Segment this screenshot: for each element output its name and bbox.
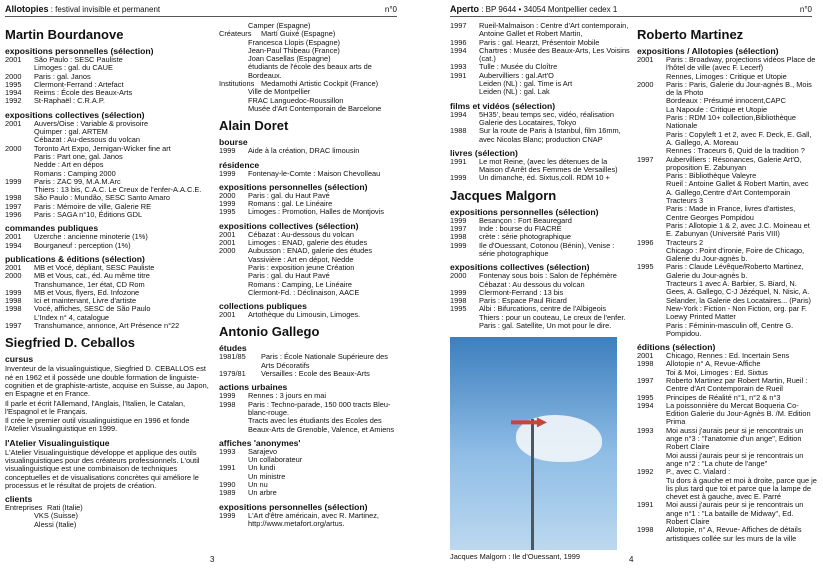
section-heading: expositions personnelles (sélection) (219, 501, 368, 512)
section-heading: éditions (sélection) (637, 342, 716, 353)
entry-year: 1979/81 (219, 369, 246, 379)
entry-year: 2001 (5, 118, 22, 128)
entry-text: La poissonnière du Mercat Boqueria Co-Edition Galerie du Jour-Agnès B. /M. Edition Prima (666, 400, 811, 427)
entry-continuation: Transhumance, 1er état, CD Rom (34, 279, 145, 289)
entry-continuation: Chicago : Point d'ironie, Foire de Chicago, Galerie du Jour-agnès b. (666, 245, 805, 264)
entry-text: Fontenay sous bois : Salon de l'éphémère (479, 271, 617, 281)
entry-text: Aubusson : ENAD, galerie des études (248, 246, 373, 256)
left-page-column-2 (219, 22, 399, 552)
entry-year: 1999 (5, 176, 22, 186)
entry-year: 1991 (637, 500, 654, 510)
entry-continuation: La Napoule : Critique et Utopie (666, 104, 768, 114)
right-header-title: Aperto (450, 4, 479, 14)
entry-text: Uzerche : ancienne minoterie (1%) (34, 232, 148, 242)
entry-year: 1997 (5, 321, 22, 331)
entry-continuation: Limoges : gal. du CAUE (34, 63, 113, 73)
entry-text: Versailles : Ecole des Beaux-Arts (261, 369, 370, 379)
entry-text: São Paulo : Mundão, SESC Santo Amaro (34, 193, 170, 203)
artist-name-heading: Jacques Malgorn (450, 187, 557, 203)
entry-year: 1999 (219, 391, 236, 401)
photo-caption: Jacques Malgorn : Ile d'Ouessant, 1999 (450, 552, 581, 562)
entry-text: Aide à la création, DRAC limousin (248, 146, 360, 156)
entry-text: Reims : École des Beaux-Arts (34, 88, 133, 98)
entry-row (637, 81, 817, 98)
entry-text: Tracteurs 2 (666, 237, 704, 247)
section-heading: expositions collectives (sélection) (450, 262, 590, 273)
entry-year: 1998 (637, 525, 654, 535)
right-column-1-entries (450, 22, 630, 330)
entry-year: 1999 (450, 240, 467, 250)
section-heading: livres (sélection) (450, 147, 518, 158)
left-page-number: 3 (210, 554, 215, 564)
entry-year: 1998 (219, 399, 236, 409)
entry-year: 1995 (637, 262, 654, 272)
entry-row (5, 211, 210, 219)
entry-text: Bourganeuf : perception (1%) (34, 240, 131, 250)
entry-year: 1997 (637, 154, 654, 164)
entry-text: São Paulo : SESC Pauliste (34, 55, 123, 64)
section-heading: expositions personnelles (sélection) (450, 206, 599, 217)
entry-year: 1998 (5, 193, 22, 203)
entry-year: 2000 (5, 71, 22, 81)
entry-row (219, 464, 399, 472)
entry-year: 1998 (637, 359, 654, 369)
entry-text: 5H35', beau temps sec, vidéo, réalisation Galerie des Locataires, Tokyo (479, 109, 614, 127)
entry-continuation: FRAC Languedoc-Roussillon (248, 95, 344, 105)
entry-row (637, 427, 817, 452)
entry-year: Créateurs (219, 29, 252, 39)
entry-text: Fontenay-le-Comte : Maison Chevolleau (248, 168, 381, 178)
entry-text: Paris : SAGA n°10, Éditions GDL (34, 210, 143, 220)
entry-text: Paris : gal. Janos (34, 71, 91, 81)
entry-row (219, 170, 399, 178)
entry-row (637, 377, 817, 394)
entry-text: Rati (Italie) (47, 503, 83, 513)
body-paragraph: Il crée le premier outil visualinguistique en 1996 et fonde l'Atelier Visualinguistique en 1999. (5, 416, 190, 434)
section-heading: actions urbaines (219, 382, 288, 393)
entry-continuation: http://www.metafort.org/artus. (248, 518, 345, 528)
entry-continuation: Cébazat : Au dessous du volcan (479, 279, 585, 289)
right-page-number: 4 (629, 554, 634, 564)
entry-continuation: Camper (Espagne) (248, 21, 311, 30)
entry-continuation: Paris : Part one, gal. Janos (34, 151, 123, 161)
entry-text: MB et Vocé, dépliant, SESC Pauliste (34, 262, 155, 272)
entry-year: 2001 (219, 310, 236, 320)
entry-continuation: Paris : gal. Satellite, Un mot pour le dire. (479, 321, 612, 331)
entry-continuation: VKS (Suisse) (34, 511, 78, 521)
entry-year: 2001 (219, 229, 236, 239)
entry-continuation: Francesca Llopis (Espagne) (248, 37, 341, 47)
left-header-rule (5, 16, 397, 17)
entry-row (450, 158, 630, 175)
entry-year: 1995 (637, 392, 654, 402)
entry-year: 1993 (219, 446, 236, 456)
entry-row (219, 489, 399, 497)
entry-year: 1994 (5, 88, 22, 98)
entry-row (637, 526, 817, 543)
entry-text: Clermont-Ferrand : 13 bis (479, 287, 564, 297)
entry-text: Allotopie n° A, Revue-Affiche (666, 359, 761, 369)
entry-continuation: Paris : gal. du Haut Pavé (248, 271, 330, 281)
entry-text: Le mot Reine, (avec les détenues de la Maison d'Arrêt des Femmes de Versailles) (479, 156, 618, 175)
entry-row (219, 147, 399, 155)
entry-year: 1994 (450, 45, 467, 55)
entry-text: Paris : gal. du Haut Pavé (248, 190, 330, 200)
entry-year: 1996 (5, 210, 22, 220)
entry-text: Paris : École Nationale Supérieure des Arts Décoratifs (261, 352, 388, 370)
section-heading: études (219, 343, 247, 354)
entry-year: 2000 (637, 79, 654, 89)
body-paragraph: Inventeur de la visualinguistique, Siegfried D. CEBALLOS est né en 1962 et il possède une double formation de linguiste-cognitien et de graphiste-artiste, acquise en Suisse, au Japon, en Espagne et en France. (5, 364, 209, 399)
entry-row (5, 242, 210, 250)
right-header-number: n°0 (799, 5, 812, 14)
entry-year: 2001 (637, 351, 654, 361)
entry-text: crète : série photographique (479, 232, 572, 242)
entry-year: 1999 (450, 287, 467, 297)
entry-year: 1991 (219, 463, 236, 473)
entry-text: St-Raphaël : C.R.A.P. (34, 96, 105, 106)
entry-year: 1997 (637, 375, 654, 385)
entry-row (219, 401, 399, 418)
entry-continuation: Tracts avec les étudiants des Ecoles des Beaux-Arts de Grenoble, Valence, et Amiens (248, 416, 395, 434)
entry-continuation: Bordeaux : Présumé innocent,CAPC (666, 96, 786, 106)
section-heading: expositions personnelles (sélection) (219, 181, 368, 192)
entry-text: Martí Guixé (Espagne) (261, 29, 336, 39)
entry-continuation: étudiants de l'école des beaux arts de Bordeaux. (248, 62, 372, 80)
entry-row (450, 47, 630, 64)
right-page-column-1 (450, 21, 630, 562)
entry-continuation: Tracteurs 3 (666, 196, 704, 206)
entry-text: Romans : gal. Le Linéaire (248, 199, 333, 209)
entry-text: Rueil-Malmaison : Centre d'Art contemporain, Antoine Gallet et Robert Martin, (479, 21, 629, 39)
entry-continuation: Rennes, Limoges : Critique et Utopie (666, 71, 787, 81)
entry-continuation: Cébazat : Au-dessous du volcan (34, 135, 140, 145)
entry-row (219, 448, 399, 456)
entry-row (219, 208, 399, 216)
entry-continuation: Paris : RDM 10+ collection,Bibliothèque Nationale (666, 113, 797, 131)
section-heading: films et vidéos (sélection) (450, 100, 556, 111)
entry-text: Vocé, affiches, SESC de São Paulo (34, 304, 151, 314)
entry-year: 1999 (5, 287, 22, 297)
entry-text: Principes de Réalité n°1, n°2 & n°3 (666, 392, 781, 402)
entry-text: Inde : bourse du FIACRE (479, 224, 562, 234)
entry-continuation: Clermont-Fd. : Déclinaison, AACE (248, 287, 360, 297)
left-header-subtitle: : festival invisible et permanent (48, 5, 161, 14)
entry-text: Paris : Broadway, projections vidéos Place de l'hôtel de ville (avec F. Lecerf) (666, 55, 816, 73)
entry-year: 2001 (5, 55, 22, 64)
entry-text: Paris : gal. Hearzt, Présentoir Mobile (479, 37, 600, 47)
entry-year: 1981/85 (219, 352, 246, 362)
entry-year: 2000 (219, 190, 236, 200)
entry-text: P., avec C. Vialard : (666, 467, 731, 477)
entry-year: 1991 (450, 70, 467, 80)
entry-continuation: Musée d'Art Contemporain de Barcelone (248, 103, 382, 113)
entry-text: MB et Vous, flyers, Ed. Infozone (34, 287, 140, 297)
entry-year: 1998 (5, 296, 22, 306)
entry-year: 1988 (450, 126, 467, 136)
entry-year: 1989 (219, 488, 236, 498)
entry-continuation: Paris : Copyleft 1 et 2, avec F. Deck, E. Gall, A. Gallego, A. Moreau (666, 129, 812, 147)
entry-text: Rennes : 3 jours en mai (248, 391, 327, 401)
section-heading: l'Atelier Visualinguistique (5, 437, 110, 448)
section-heading: cursus (5, 354, 34, 365)
entry-row (5, 322, 210, 330)
entry-text: Paris : Techno-parade, 150 000 tracts Bleu-blanc-rouge. (248, 399, 391, 417)
entry-year: 1996 (450, 37, 467, 47)
entry-text: Chicago, Rennes : Ed. Incertain Sens (666, 351, 790, 361)
right-page (412, 0, 823, 568)
entry-row (637, 263, 817, 280)
entry-text: Paris : ZAC 99, M.A.M.Arc (34, 176, 121, 186)
entry-year: 1995 (219, 207, 236, 217)
artist-name-heading: Antonio Gallego (219, 324, 320, 340)
entry-text: Chartres : Musée des Beaux-Arts, Les Voisins (cat.) (479, 45, 630, 64)
section-heading: expositions collectives (sélection) (219, 220, 359, 231)
entry-year: Institutions (219, 79, 255, 89)
entry-year: 1993 (637, 425, 654, 435)
section-heading: bourse (219, 137, 248, 148)
entry-row (219, 353, 399, 370)
entry-continuation: Paris : Féminin-masculin off, Centre G. Pompidou. (666, 320, 794, 338)
entry-continuation: Toi & Moi, Limoges : Ed. Sixtus (666, 367, 768, 377)
section-heading: collections publiques (219, 301, 307, 312)
entry-text: Moi aussi j'aurais peur si je rencontrais un ange n°1 : "La bataille de Midway", Ed. Robert Claire (666, 500, 804, 527)
entry-year: 1995 (5, 79, 22, 89)
entry-year: 1998 (5, 304, 22, 314)
entry-continuation: Leiden (NL) : gal. Lak (479, 87, 550, 97)
entry-continuation: Un collaborateur (248, 455, 303, 465)
entry-continuation: Paris : Bibliothèque Valeyre (666, 171, 757, 181)
entry-year: 1998 (450, 296, 467, 306)
entry-year: 1998 (450, 232, 467, 242)
ouessant-photo (450, 337, 617, 550)
entry-continuation: New-York : Fiction - Non Fiction, org. par F. Loewy Printed Matter (666, 303, 808, 322)
entry-text: Ile d'Ouessant, Cotonou (Bénin), Venise : série photographique (479, 240, 615, 258)
entry-continuation: L'Index n° 4, catalogue (34, 312, 110, 322)
entry-text: Artothèque du Limousin, Limoges. (248, 310, 361, 320)
entry-year: 1992 (5, 96, 22, 106)
entry-text: Allotopie, n° A, Revue- Affiches de détails artistiques collée sur les murs de la ville (666, 525, 802, 543)
entry-text: Aubervilliers : Résonances, Galerie Art'O, proposition E. Zabunyan (666, 154, 802, 172)
entry-continuation: Romans : Camping 2000 (34, 168, 116, 178)
entry-year: 1999 (219, 199, 236, 209)
photo-signpost-pole (531, 419, 534, 550)
entry-row (450, 22, 630, 39)
entry-continuation: Un ministre (248, 471, 286, 481)
entry-year: 1994 (637, 400, 654, 410)
section-heading: clients (5, 494, 33, 505)
entry-year: 1999 (219, 510, 236, 520)
body-paragraph: L'Atelier Visualinguistique développe et applique des outils visualinguistiques pour des créateurs professionnels. L'outil visualinguistique est une combinaison de techniques conceptuelles et de visualisations concrètes qui améliore le processus et le résultat de projets de création. (5, 447, 200, 490)
entry-text: Medamothi Artistic Cockpit (France) (261, 79, 379, 89)
entry-text: Paris : Claude Lévêque/Roberto Martinez, Galerie du Jour-agnès b. (666, 262, 804, 280)
entry-continuation: Vassivière : Art en dépot, Nedde (248, 254, 354, 264)
entry-continuation: Paris : Made in France, livres d'artistes, Centre Georges Pompidou (666, 204, 796, 222)
entry-text: Ici et maintenant, Livre d'artiste (34, 296, 137, 306)
entry-year: 1995 (450, 304, 467, 314)
entry-text: Transhumance, annonce, Art Présence n°22 (34, 321, 180, 331)
entry-year: 1999 (219, 146, 236, 156)
entry-text: Moi aussi j'aurais peur si je rencontrais un ange n°3 : "l'anatomie d'un ange", Edition Robert Claire (666, 425, 804, 452)
entry-year: 1994 (450, 109, 467, 119)
right-header-subtitle: : BP 9644 • 34054 Montpellier cedex 1 (479, 5, 618, 14)
section-heading: affiches 'anonymes' (219, 437, 301, 448)
entry-row (219, 370, 399, 378)
entry-text: Limoges : Promotion, Halles de Montjovis (248, 207, 384, 217)
entry-continuation: Paris : Allotopie 1 & 2, avec J.C. Moineau et E. Zabunyan (Université Paris VIII) (666, 220, 810, 239)
entry-continuation: Tracteurs 1 avec A. Barbier, S. Biard, N. Gees, A. Gallego, C-J Jézéquel, N. Nisic, A. Selander, la Galerie des Locataires... (Paris) (666, 279, 812, 305)
entry-continuation: Ville de Montpellier (248, 87, 311, 97)
right-page-column-2 (637, 22, 817, 552)
entry-text: Limoges : ENAD, galerie des études (248, 238, 368, 248)
entry-continuation: Jean-Paul Thibeau (France) (248, 45, 340, 55)
right-header-rule (450, 16, 812, 17)
entry-text: Un lundi (248, 463, 276, 473)
entry-year: 1999 (450, 173, 467, 183)
entry-text: Un arbre (248, 488, 277, 498)
entry-continuation: Rueil : Antoine Gallet & Robert Martin, avec A. Gallego,Centre d'Art Contemporain (666, 179, 809, 197)
entry-text: Sarajevo (248, 446, 278, 456)
entry-text: Cébazat : Au-dessous du volcan (248, 229, 354, 239)
left-page-column-1 (5, 22, 210, 552)
entry-text: Clermont-Ferrand : Artefact (34, 79, 124, 89)
entry-text: Auvers/Oise : Variable & provisoire (34, 118, 149, 128)
entry-year: 1994 (5, 240, 22, 250)
left-header-title: Allotopies (5, 4, 49, 14)
entry-row (450, 174, 630, 182)
entry-row (637, 402, 817, 427)
entry-text: MB et Vous, cat., éd. Au même titre (34, 271, 150, 281)
entry-continuation: Moi aussi j'aurais peur si je rencontrais un ange n°2 : "La chute de l'ange" (666, 450, 804, 468)
entry-text: Besançon : Fort Beauregard (479, 215, 572, 225)
entry-text: Sur la route de Paris à Istanbul, film 16mm, avec Nicolas Blanc; production CNAP (479, 126, 621, 144)
entry-continuation: Thiers : 13 bis, C.A.C. Le Creux de l'enfer-A.A.C.E. (34, 185, 202, 195)
entry-year: Entreprises (5, 503, 43, 513)
entry-text: L'Art d'être américain, avec R. Martinez, (248, 510, 379, 520)
entry-year: 2001 (5, 232, 22, 242)
entry-row (450, 127, 630, 144)
entry-row (637, 501, 817, 526)
entry-continuation: Tu dors à gauche et moi à droite, parce que je lis plus tard que toi et parce que la lampe de chevet est à gauche, avec E. Parré (666, 475, 817, 502)
entry-year: 1997 (450, 21, 467, 30)
entry-year: 2000 (450, 271, 467, 281)
entry-continuation: Joan Casellas (Espagne) (248, 54, 331, 64)
entry-row (637, 56, 817, 73)
section-heading: publications & éditions (sélection) (5, 253, 145, 264)
entry-year: 1997 (5, 201, 22, 211)
artist-name-heading: Roberto Martinez (637, 27, 744, 42)
section-heading: expositions / Allotopies (sélection) (637, 46, 779, 56)
entry-text: Albi : Bifurcations, centre de l'Albigeois (479, 304, 607, 314)
section-heading: expositions personnelles (sélection) (5, 46, 154, 56)
entry-year: 1993 (450, 62, 467, 72)
entry-year: 2000 (219, 246, 236, 256)
body-paragraph: Il parle et écrit l'Allemand, l'Anglais, l'Italien, le Catalan, l'Espagnol et le Français. (5, 398, 186, 416)
entry-text: Tulle : Musée du Cloître (479, 62, 558, 72)
entry-text: Roberto Martinez par Robert Martin, Rueil : Centre d'Art Contemporain de Rueil (666, 375, 808, 394)
entry-year: 1991 (450, 156, 467, 166)
artist-name-heading: Alain Doret (219, 118, 289, 134)
entry-continuation: Nedde : Art en dépos (34, 160, 104, 170)
entry-text: Paris : Paris, Galerie du Jour-agnès B., Mois de la Photo (666, 79, 812, 98)
entry-year: 2001 (5, 262, 22, 272)
entry-year: 2000 (5, 143, 22, 153)
entry-row (450, 111, 630, 128)
entry-continuation: Alessi (Italie) (34, 519, 77, 529)
entry-continuation: Leiden (NL) : gal. Time is Art (479, 79, 573, 89)
entry-year: 1999 (450, 215, 467, 225)
entry-text: Toronto Art Expo, Jernigan-Wicker fine art (34, 143, 171, 153)
entry-row (219, 311, 399, 319)
entry-year: 1992 (637, 467, 654, 477)
entry-year: 1999 (219, 168, 236, 178)
entry-year: 2001 (637, 55, 654, 64)
artist-name-heading: Martin Bourdanove (5, 27, 124, 42)
entry-text: Aubervilliers : gal.Art'O (479, 70, 554, 80)
section-heading: commandes publiques (5, 223, 99, 234)
artist-name-heading: Siegfried D. Ceballos (5, 335, 136, 351)
entry-continuation: Thiers : pour un couteau, Le creux de l'enfer. (479, 312, 626, 322)
entry-text: Paris : Espace Paul Ricard (479, 296, 567, 306)
entry-row (637, 156, 817, 173)
entry-year: 1996 (637, 237, 654, 247)
entry-row (5, 97, 210, 105)
entry-continuation: Quimper : gal. ARTEM (34, 127, 108, 137)
left-header-number: n°0 (384, 5, 397, 14)
entry-continuation: Rennes : Traceurs 6, Quid de la tradition ? (666, 146, 805, 156)
entry-row (219, 481, 399, 489)
entry-text: Un dimanche, éd. Sixtus,coll. RDM 10 + (479, 173, 610, 183)
entry-text: Paris : Mémoire de ville, Galerie RE (34, 201, 152, 211)
entry-row (450, 242, 630, 259)
entry-continuation: Paris : exposition jeune Création (248, 262, 355, 272)
entry-year: 1990 (219, 479, 236, 489)
entry-text: Un nu (248, 479, 268, 489)
entry-year: 1997 (450, 224, 467, 234)
section-heading: résidence (219, 159, 260, 170)
right-page-header (450, 5, 812, 15)
section-heading: expositions collectives (sélection) (5, 109, 145, 120)
left-page-header (5, 5, 397, 15)
entry-continuation: Romans : Camping, Le Linéaire (248, 279, 352, 289)
entry-year: 2001 (219, 238, 236, 248)
entry-year: 2000 (5, 271, 22, 281)
